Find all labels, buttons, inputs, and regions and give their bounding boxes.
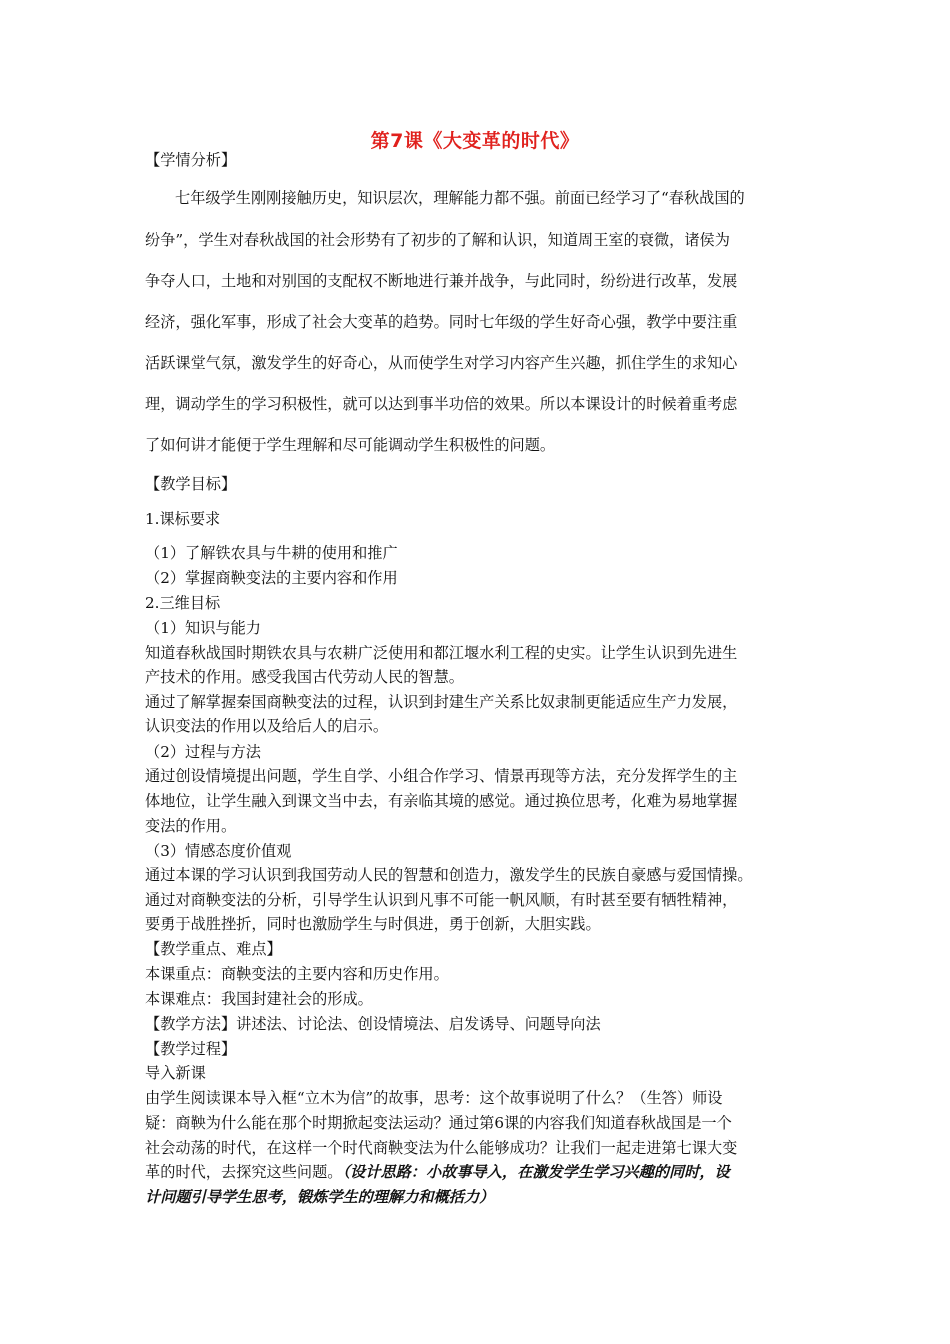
method-text: 讲述法、讨论法、创设情境法、启发诱导、问题导向法 [236, 1015, 601, 1033]
difficult-point: 本课难点：我国封建社会的形成。 [145, 990, 373, 1008]
paragraph-line: 由学生阅读课本导入框“立木为信”的故事，思考：这个故事说明了什么？（生答）师设 [145, 1089, 723, 1107]
method-line [145, 1014, 815, 1034]
paragraph-line: 经济，强化军事，形成了社会大变革的趋势。同时七年级的学生好奇心强，教学中要注重 [145, 313, 738, 331]
paragraph-line: 通过对商鞅变法的分析，引导学生认识到凡事不可能一帆风顺，有时甚至要有牺牲精神， [145, 891, 738, 909]
paragraph-line: 变法的作用。 [145, 817, 237, 835]
key-point: 本课重点：商鞅变法的主要内容和历史作用。 [145, 965, 449, 983]
paragraph-line: 了如何讲才能便于学生理解和尽可能调动学生积极性的问题。 [145, 436, 556, 454]
goal-item: （2）掌握商鞅变法的主要内容和作用 [145, 569, 398, 587]
goal-item: （2）过程与方法 [145, 743, 261, 761]
paragraph-line: 产技术的作用。感受我国古代劳动人民的智慧。 [145, 668, 464, 686]
design-note: （设计思路：小故事导入，在激发学生学习兴趣的同时，设 [342, 1163, 730, 1181]
section-heading-key: 【教学重点、难点】 [145, 940, 282, 958]
paragraph-line: 要勇于战胜挫折，同时也激励学生与时俱进，勇于创新，大胆实践。 [145, 915, 601, 933]
paragraph-line: 通过创设情境提出问题，学生自学、小组合作学习、情景再现等方法，充分发挥学生的主 [145, 767, 738, 785]
goal-item: （1）知识与能力 [145, 619, 261, 637]
subheading-intro: 导入新课 [145, 1064, 206, 1082]
paragraph-line: 认识变法的作用以及给后人的启示。 [145, 717, 388, 735]
paragraph-line: 七年级学生刚刚接触历史，知识层次，理解能力都不强。前面已经学习了“春秋战国的 [175, 189, 745, 207]
paragraph-line: 活跃课堂气氛，激发学生的好奇心，从而使学生对学习内容产生兴趣，抓住学生的求知心 [145, 354, 738, 372]
section-heading-method: 【教学方法】 [145, 1015, 237, 1033]
page-title: 第7课《大变革的时代》 [370, 130, 580, 152]
paragraph-line: 通过了解掌握秦国商鞅变法的过程，认识到封建生产关系比奴隶制更能适应生产力发展， [145, 693, 738, 711]
paragraph-line: 体地位，让学生融入到课文当中去，有亲临其境的感觉。通过换位思考，化难为易地掌握 [145, 792, 738, 810]
goal-item: 2.三维目标 [145, 594, 221, 612]
paragraph-line: 理，调动学生的学习积极性，就可以达到事半功倍的效果。所以本课设计的时候着重考虑 [145, 395, 738, 413]
section-heading-process: 【教学过程】 [145, 1040, 237, 1058]
paragraph-line: 社会动荡的时代，在这样一个时代商鞅变法为什么能够成功？让我们一起走进第七课大变 [145, 1139, 738, 1157]
paragraph-line: 通过本课的学习认识到我国劳动人民的智慧和创造力，激发学生的民族自豪感与爱国情操。 [145, 866, 753, 884]
paragraph-line: 纷争”，学生对春秋战国的社会形势有了初步的了解和认识，知道周王室的衰微，诸侯为 [145, 231, 730, 249]
intro-plain-text: 革的时代，去探究这些问题。 [145, 1163, 343, 1181]
section-heading-goals: 【教学目标】 [145, 475, 237, 493]
goal-item: （3）情感态度价值观 [145, 842, 292, 860]
goal-item: （1）了解铁农具与牛耕的使用和推广 [145, 544, 398, 562]
paragraph-line [145, 1162, 815, 1182]
paragraph-line: 争夺人口，土地和对别国的支配权不断地进行兼并战争，与此同时，纷纷进行改革，发展 [145, 272, 738, 290]
paragraph-line: 知道春秋战国时期铁农具与农耕广泛使用和都江堰水利工程的史实。让学生认识到先进生 [145, 644, 738, 662]
goal-item: 1.课标要求 [145, 510, 221, 528]
section-heading-analysis: 【学情分析】 [145, 151, 237, 169]
paragraph-line: 疑：商鞅为什么能在那个时期掀起变法运动？通过第6课的内容我们知道春秋战国是一个 [145, 1114, 732, 1132]
design-note: 计问题引导学生思考，锻炼学生的理解力和概括力） [145, 1188, 495, 1206]
